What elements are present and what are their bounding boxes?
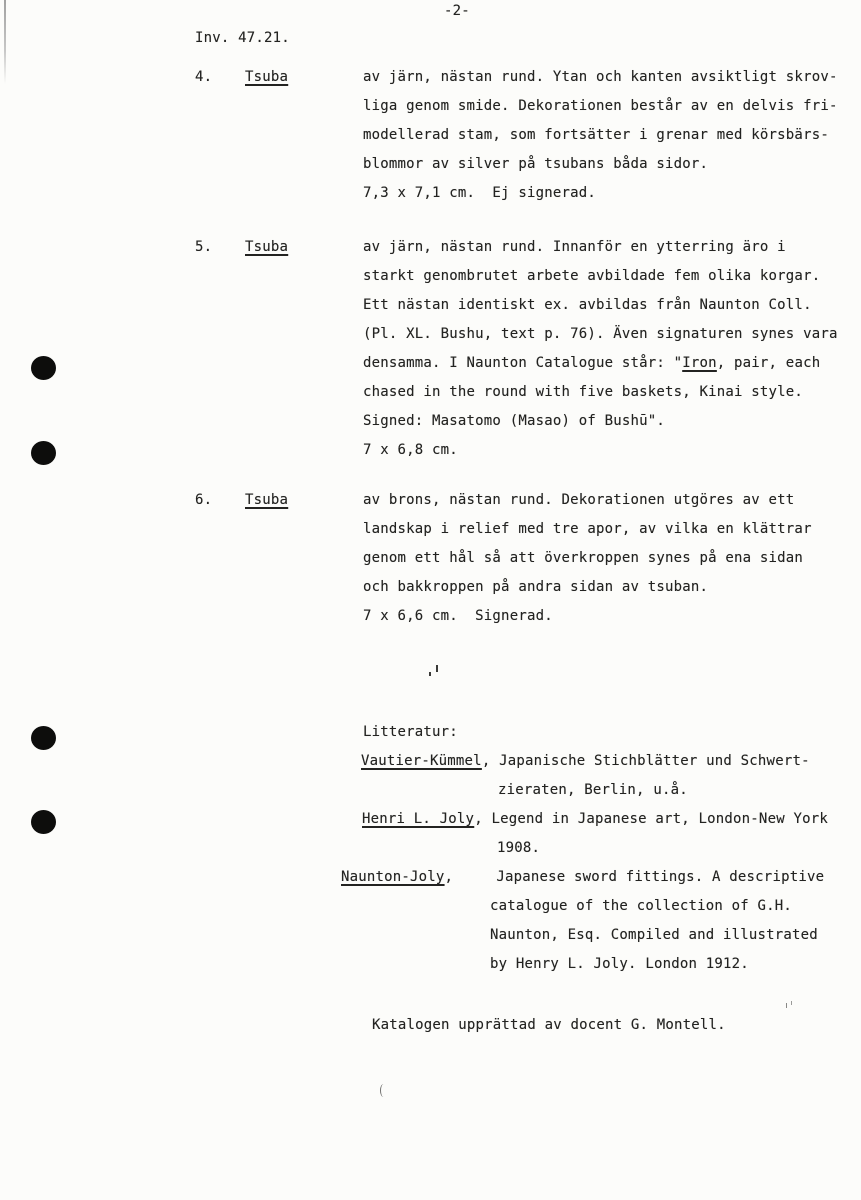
description-line: genom ett hål så att överkroppen synes på ena sidan <box>363 550 804 566</box>
literature-continuation: zieraten, Berlin, u.å. <box>498 782 688 798</box>
punch-hole-dot <box>31 441 56 465</box>
footer-note: Katalogen upprättad av docent G. Montell. <box>372 1017 726 1033</box>
description-line: av brons, nästan rund. Dekorationen utgöres av ett <box>363 492 795 508</box>
literature-continuation: by Henry L. Joly. London 1912. <box>490 956 749 972</box>
literature-heading: Litteratur: <box>363 724 458 740</box>
description-line: blommor av silver på tsubans båda sidor. <box>363 156 709 172</box>
literature-entry <box>341 863 824 892</box>
description-line: av järn, nästan rund. Innanför en ytterring äro i <box>363 239 786 255</box>
punch-hole-dot <box>31 726 56 750</box>
item-name: Tsuba <box>245 69 289 85</box>
scan-speck <box>429 672 431 676</box>
literature-continuation: 1908. <box>497 840 541 856</box>
item-dimensions: 7 x 6,6 cm. Signerad. <box>363 608 553 624</box>
quote-underlined-word: Iron <box>682 355 717 371</box>
literature-entry <box>361 747 810 776</box>
literature-title: , Japanische Stichblätter und Schwert- <box>481 753 810 769</box>
item-description <box>363 486 812 631</box>
item-number: 4. <box>195 69 213 85</box>
item-description <box>363 63 838 208</box>
inventory-number: Inv. 47.21. <box>195 30 290 46</box>
punch-hole-dot <box>31 810 56 834</box>
literature-continuation: catalogue of the collection of G.H. <box>490 898 793 914</box>
description-line: chased in the round with five baskets, Kinai style. <box>363 384 804 400</box>
description-line: Ett nästan identiskt ex. avbildas från Naunton Coll. <box>363 297 812 313</box>
description-line: av järn, nästan rund. Ytan och kanten avsiktligt skrov- <box>363 69 838 85</box>
item-number: 6. <box>195 492 213 508</box>
description-line-quote <box>363 349 838 378</box>
quote-post: , pair, each <box>716 355 821 371</box>
item-number: 5. <box>195 239 213 255</box>
scan-speck <box>791 1001 792 1005</box>
scan-speck <box>436 665 438 672</box>
literature-continuation: Naunton, Esq. Compiled and illustrated <box>490 927 818 943</box>
literature-author: Henri L. Joly <box>362 811 475 827</box>
literature-author: Vautier-Kümmel <box>361 753 482 769</box>
item-name: Tsuba <box>245 492 289 508</box>
description-line: liga genom smide. Dekorationen består av en delvis fri- <box>363 98 838 114</box>
literature-entry <box>362 805 828 834</box>
description-line: starkt genombrutet arbete avbildade fem olika korgar. <box>363 268 821 284</box>
punch-hole-dot <box>31 356 56 380</box>
literature-title: , Legend in Japanese art, London-New York <box>474 811 828 827</box>
literature-title: , Japanese sword fittings. A descriptive <box>444 869 825 885</box>
item-dimensions: 7,3 x 7,1 cm. Ej signerad. <box>363 185 596 201</box>
literature-author: Naunton-Joly <box>341 869 445 885</box>
scan-edge-line <box>4 0 6 84</box>
scan-speck <box>786 1003 787 1008</box>
quote-pre: densamma. I Naunton Catalogue står: " <box>363 355 683 371</box>
description-line: modellerad stam, som fortsätter i grenar med körsbärs- <box>363 127 829 143</box>
item-dimensions: 7 x 6,8 cm. <box>363 442 458 458</box>
scan-speck <box>380 1084 387 1097</box>
item-description <box>363 233 838 465</box>
description-line: landskap i relief med tre apor, av vilka en klättrar <box>363 521 812 537</box>
description-line: (Pl. XL. Bushu, text p. 76). Även signaturen synes vara <box>363 326 838 342</box>
description-line: Signed: Masatomo (Masao) of Bushū". <box>363 413 666 429</box>
page-number: -2- <box>444 3 470 19</box>
description-line: och bakkroppen på andra sidan av tsuban. <box>363 579 709 595</box>
item-name: Tsuba <box>245 239 289 255</box>
